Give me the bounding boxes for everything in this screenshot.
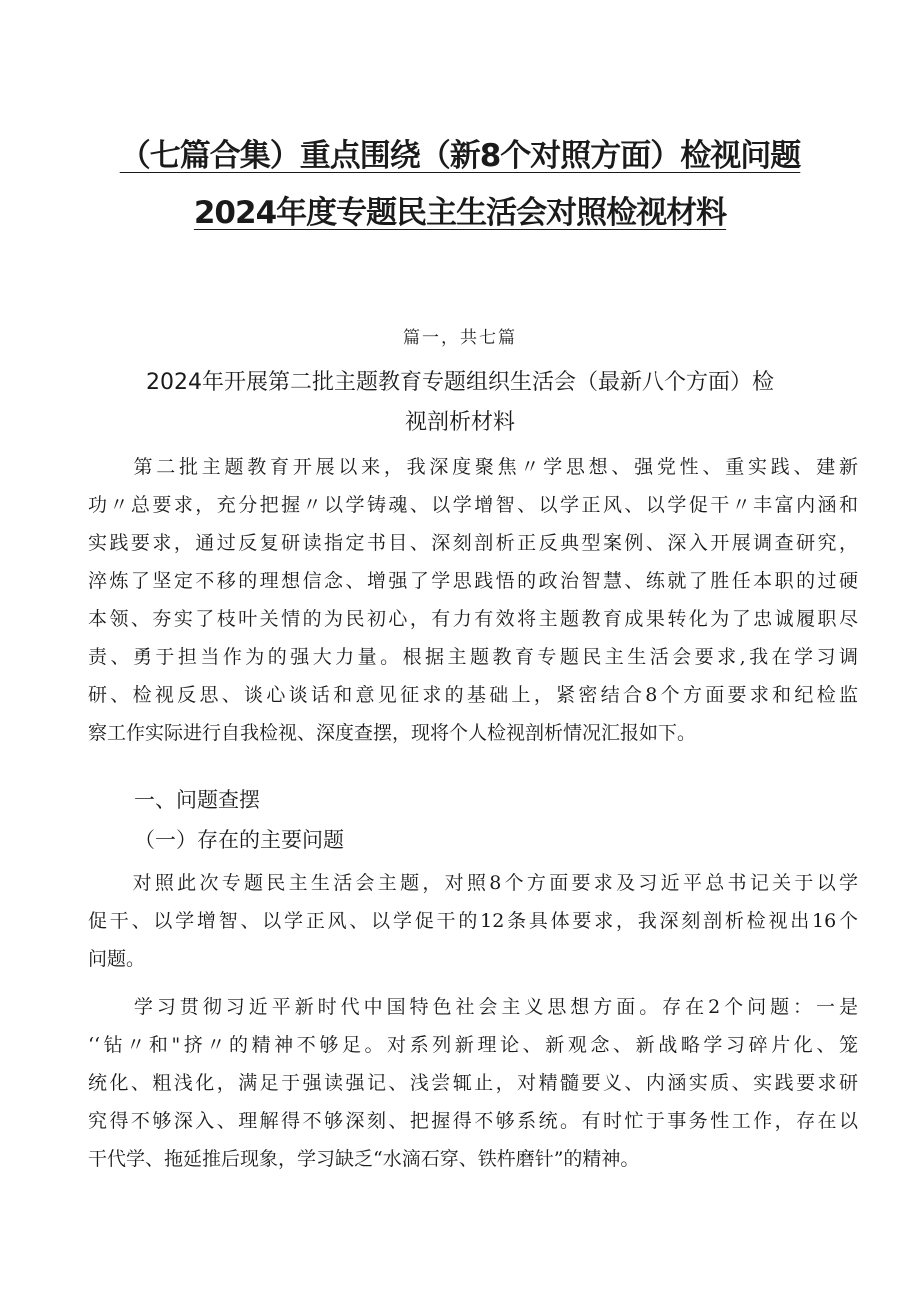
paragraph-line: 促干、以学增智、以学正风、以学促干的12条具体要求，我深刻剖析检视出16个 bbox=[88, 910, 858, 932]
paragraph-line: 学习贯彻习近平新时代中国特色社会主义思想方面。存在2个问题：一是 bbox=[88, 996, 858, 1018]
paragraph-line: 本领、夯实了枝叶关情的为民初心，有力有效将主题教育成果转化为了忠诚履职尽 bbox=[88, 608, 858, 630]
document-title-line-2: 2024年度专题民主生活会对照检视材料 bbox=[193, 195, 727, 231]
paragraph-line: 干代学、拖延推后现象，学习缺乏“水滴石穿、铁杵磨针”的精神。 bbox=[88, 1148, 640, 1170]
heading-problem-review: 一、问题查摆 bbox=[134, 788, 260, 812]
paragraph-line: 实践要求，通过反复研读指定书目、深刻剖析正反典型案例、深入开展调查研究， bbox=[88, 532, 858, 554]
paragraph-line: 对照此次专题民主生活会主题，对照8个方面要求及习近平总书记关于以学 bbox=[88, 872, 858, 894]
intro-paragraph bbox=[88, 448, 858, 752]
heading-main-problems: （一）存在的主要问题 bbox=[134, 828, 344, 852]
study-paragraph bbox=[88, 988, 858, 1178]
paragraph-line: 淬炼了坚定不移的理想信念、增强了学思践悟的政治智慧、练就了胜任本职的过硬 bbox=[88, 570, 858, 592]
part-label: 篇一，共七篇 bbox=[403, 328, 517, 348]
paragraph-line: 究得不够深入、理解得不够深刻、把握得不够系统。有时忙于事务性工作，存在以 bbox=[88, 1110, 858, 1132]
paragraph-line: 察工作实际进行自我检视、深度查摆，现将个人检视剖析情况汇报如下。 bbox=[88, 722, 697, 744]
section-title-line-1: 2024年开展第二批主题教育专题组织生活会（最新八个方面）检 bbox=[146, 370, 774, 395]
paragraph-line: 责、勇于担当作为的强大力量。根据主题教育专题民主生活会要求,我在学习调 bbox=[88, 646, 858, 668]
paragraph-line: ‘‘钻〃和"挤〃的精神不够足。对系列新理论、新观念、新战略学习碎片化、笼 bbox=[88, 1034, 858, 1056]
paragraph-line: 功〃总要求，充分把握〃以学铸魂、以学增智、以学正风、以学促干〃丰富内涵和 bbox=[88, 494, 858, 516]
paragraph-line: 第二批主题教育开展以来，我深度聚焦〃学思想、强党性、重实践、建新 bbox=[88, 456, 858, 478]
paragraph-line: 研、检视反思、谈心谈话和意见征求的基础上，紧密结合8个方面要求和纪检监 bbox=[88, 684, 858, 706]
paragraph-line: 问题。 bbox=[88, 948, 146, 970]
section-title-line-2: 视剖析材料 bbox=[404, 410, 515, 435]
document-title-line-1: （七篇合集）重点围绕（新8个对照方面）检视问题 bbox=[119, 138, 801, 174]
summary-paragraph bbox=[88, 864, 858, 978]
paragraph-line: 统化、粗浅化，满足于强读强记、浅尝辄止，对精髓要义、内涵实质、实践要求研 bbox=[88, 1072, 858, 1094]
